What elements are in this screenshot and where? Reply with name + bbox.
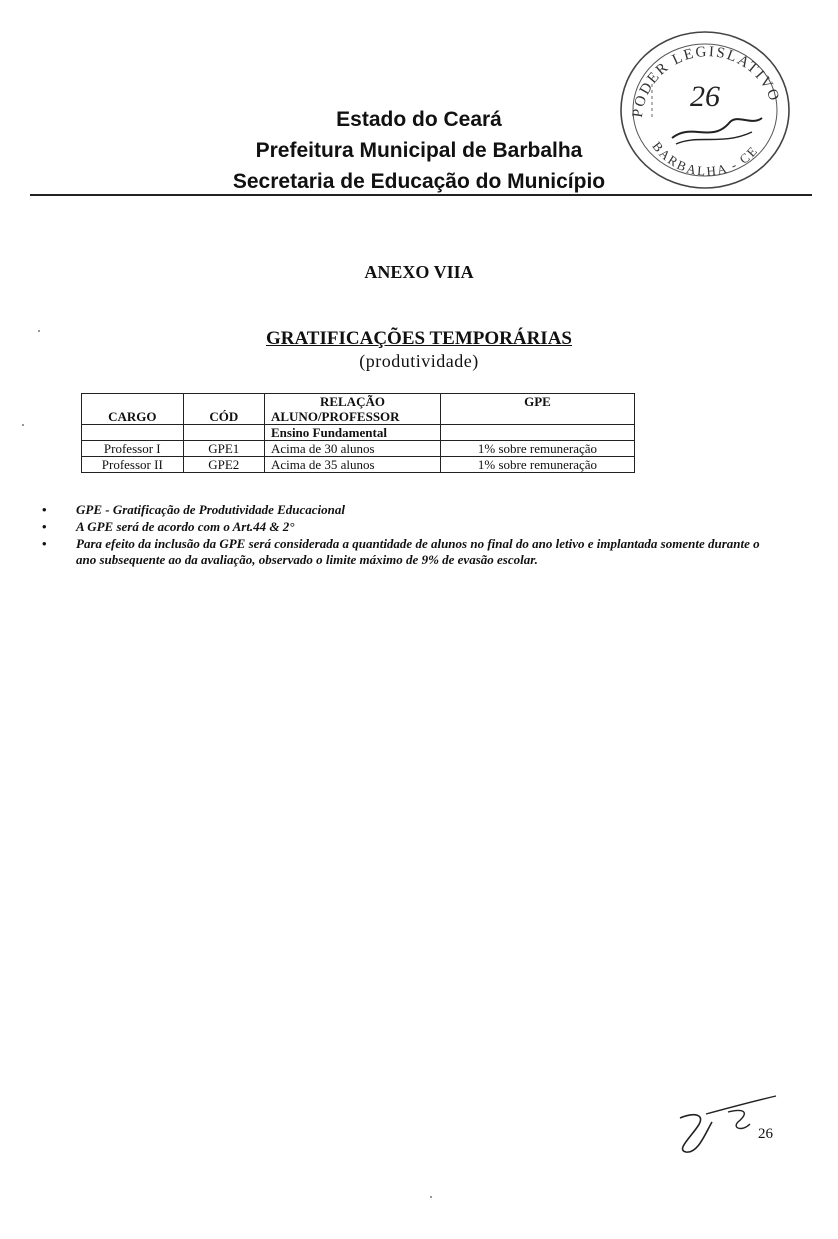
- header-prefecture: Prefeitura Municipal de Barbalha: [255, 139, 583, 162]
- cell-cod: GPE1: [183, 441, 264, 457]
- cell-relacao: Acima de 30 alunos: [264, 441, 440, 457]
- header-gpe: GPE: [440, 394, 634, 425]
- header-secretariat: Secretaria de Educação do Município: [232, 170, 606, 193]
- subheader-ensino-fundamental: Ensino Fundamental: [264, 425, 440, 441]
- legislative-seal-stamp: [612, 18, 798, 198]
- bullet-icon: •: [42, 519, 47, 534]
- table-row: [82, 441, 635, 457]
- seal-handwritten-number: 26: [690, 80, 720, 113]
- note-text: GPE - Gratificação de Produtividade Educacional: [76, 502, 346, 517]
- list-item: [42, 519, 762, 535]
- section-title-text: GRATIFICAÇÕES TEMPORÁRIAS: [266, 328, 572, 349]
- cell-cod: GPE2: [183, 457, 264, 473]
- cell-gpe: 1% sobre remuneração: [440, 457, 634, 473]
- cell-cargo: Professor II: [82, 457, 184, 473]
- table-header-row: [82, 394, 635, 425]
- notes-list: [42, 502, 762, 569]
- scan-speck: [430, 1196, 432, 1198]
- header-cod: CÓD: [183, 394, 264, 425]
- annex-title: ANEXO VIIA: [364, 262, 474, 282]
- section-subtitle: (produtividade): [359, 351, 479, 371]
- subheader-empty-cell: [440, 425, 634, 441]
- section-title: [0, 328, 838, 350]
- subheader-empty-cell: [82, 425, 184, 441]
- subheader-empty-cell: [183, 425, 264, 441]
- note-text: A GPE será de acordo com o Art.44 & 2°: [76, 519, 295, 534]
- list-item: [42, 502, 762, 518]
- table-row: [82, 457, 635, 473]
- page-number: 26: [758, 1126, 773, 1142]
- note-text: Para efeito da inclusão da GPE será considerada a quantidade de alunos no final do ano letivo e implantada somente durante o ano subsequente ao da avaliação, observado o limite máximo de 9% de evasão escolar.: [76, 536, 760, 567]
- cell-relacao: Acima de 35 alunos: [264, 457, 440, 473]
- table-subheader-row: [82, 425, 635, 441]
- header-relacao-line1: RELAÇÃO: [319, 394, 385, 409]
- handwritten-signature-initials: [672, 1088, 782, 1158]
- svg-text:PODER LEGISLATIVO: PODER LEGISLATIVO: [629, 43, 783, 119]
- scan-speck: [38, 330, 40, 332]
- header-divider: [30, 194, 812, 196]
- scan-speck: [22, 424, 24, 426]
- header-relacao: [264, 394, 440, 425]
- header-state: Estado do Ceará: [336, 108, 502, 131]
- header-relacao-line2: ALUNO/PROFESSOR: [270, 409, 400, 424]
- svg-text:BARBALHA - CE: BARBALHA - CE: [649, 138, 762, 179]
- gratification-table: [81, 393, 635, 473]
- cell-cargo: Professor I: [82, 441, 184, 457]
- bullet-icon: •: [42, 502, 47, 517]
- bullet-icon: •: [42, 536, 47, 551]
- cell-gpe: 1% sobre remuneração: [440, 441, 634, 457]
- header-cargo: CARGO: [82, 394, 184, 425]
- list-item: [42, 536, 762, 568]
